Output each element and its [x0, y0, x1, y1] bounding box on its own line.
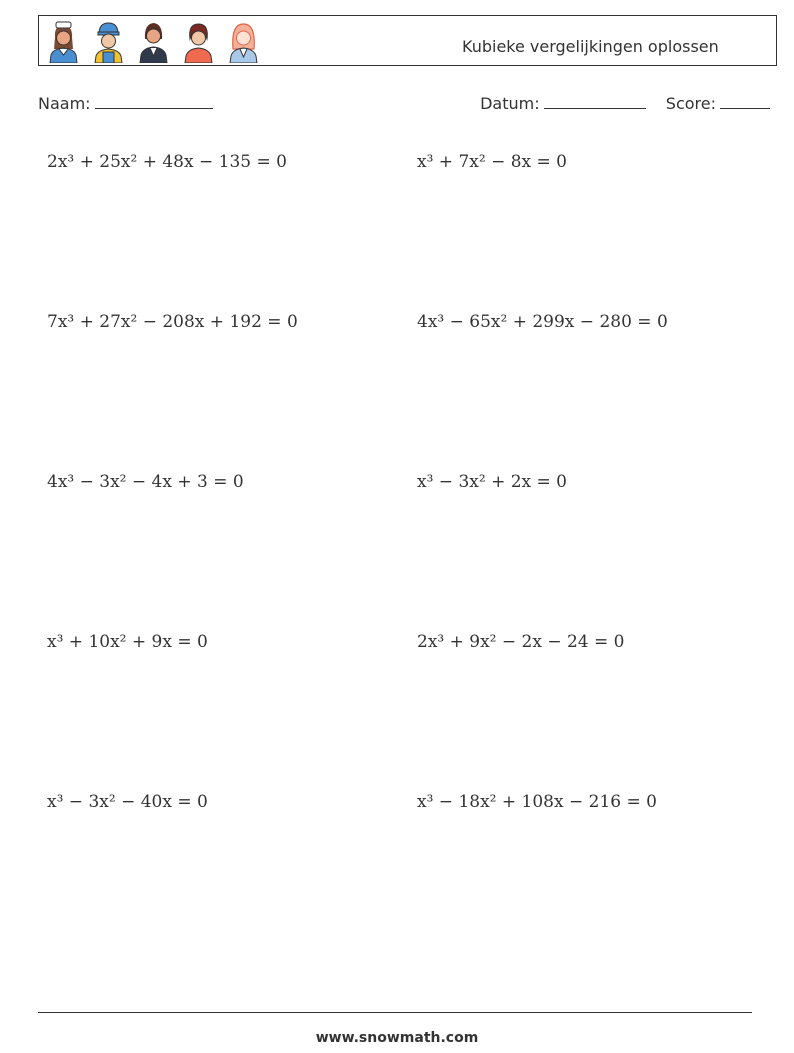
- problem-3: 7x³ + 27x² − 208x + 192 = 0: [47, 312, 298, 332]
- businesswoman-avatar-icon: [135, 19, 172, 63]
- woman-avatar-icon: [225, 19, 262, 63]
- problem-2: x³ + 7x² − 8x = 0: [417, 152, 567, 172]
- problem-1: 2x³ + 25x² + 48x − 135 = 0: [47, 152, 287, 172]
- problem-6: x³ − 3x² + 2x = 0: [417, 472, 567, 492]
- header-box: [38, 15, 777, 66]
- name-label: Naam:: [38, 94, 91, 113]
- date-score-fields: [480, 92, 770, 113]
- worker-avatar-icon: [90, 19, 127, 63]
- nurse-avatar-icon: [45, 19, 82, 63]
- problem-9: x³ − 3x² − 40x = 0: [47, 792, 208, 812]
- problem-7: x³ + 10x² + 9x = 0: [47, 632, 208, 652]
- name-blank[interactable]: [95, 92, 213, 109]
- avatar-row: [45, 19, 262, 63]
- name-field: [38, 92, 213, 113]
- problem-5: 4x³ − 3x² − 4x + 3 = 0: [47, 472, 244, 492]
- man-avatar-icon: [180, 19, 217, 63]
- date-blank[interactable]: [544, 92, 646, 109]
- score-label: Score:: [665, 94, 716, 113]
- date-label: Datum:: [480, 94, 540, 113]
- problem-4: 4x³ − 65x² + 299x − 280 = 0: [417, 312, 668, 332]
- footer-divider: [38, 1012, 752, 1013]
- worksheet-title: Kubieke vergelijkingen oplossen: [462, 37, 719, 56]
- score-blank[interactable]: [720, 92, 770, 109]
- problem-8: 2x³ + 9x² − 2x − 24 = 0: [417, 632, 625, 652]
- info-fields: [38, 92, 770, 114]
- footer-url: www.snowmath.com: [315, 1030, 479, 1046]
- problem-10: x³ − 18x² + 108x − 216 = 0: [417, 792, 657, 812]
